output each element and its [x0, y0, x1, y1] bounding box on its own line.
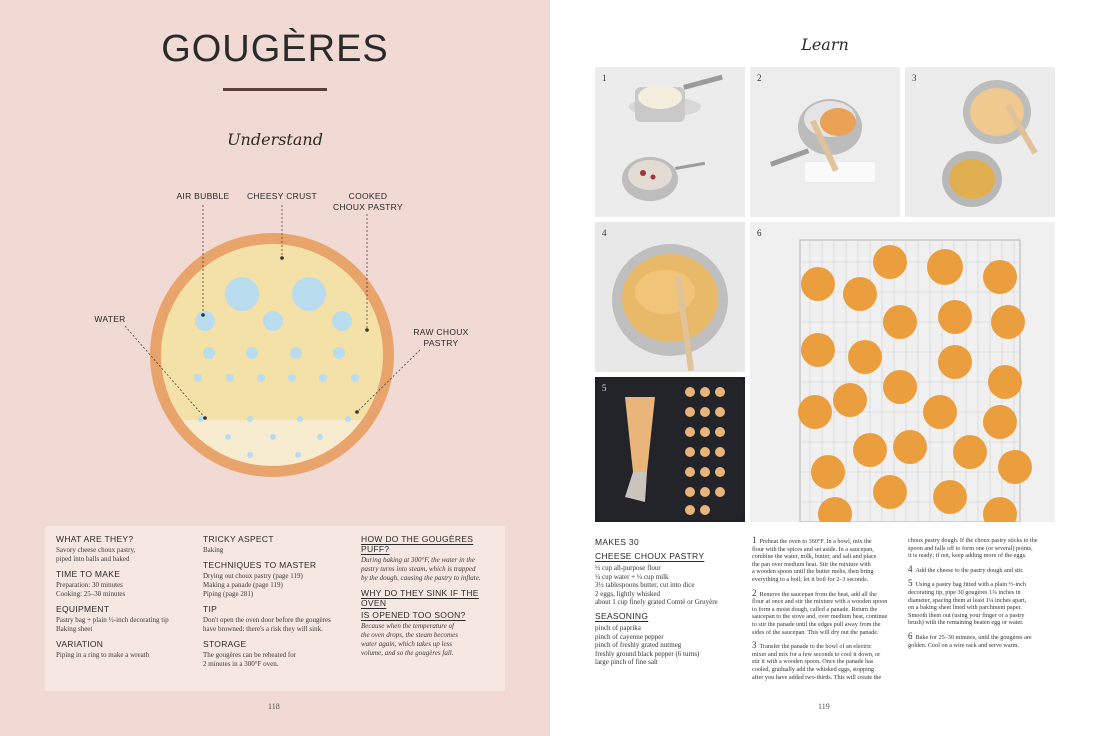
- step-4-text: 4 Add the cheese to the pastry dough and stir.: [908, 563, 1024, 574]
- understand-heading: Understand: [227, 130, 323, 149]
- right-page: [550, 0, 1100, 736]
- step-3-text: 3 Transfer the panade to the bowl of an electric mixer and mix for a few seconds to cool it down, or stir it with a wooden spoon. Once the panade has cooled, gradually add the whisked eggs, stopping after you have added two-thirds. This will create the: [752, 640, 882, 681]
- step-2-text: 2 Remove the saucepan from the heat, add all the flour at once and stir the mixture with a wooden spoon to form a moist dough, called a panade. Return the saucepan to the stove and, over medium heat, continue to stir the panade until the edges pull away from the sides of the saucepan. This will dry out the panade.: [752, 587, 888, 636]
- ingredient-item: ½ cup all-purpose flour: [595, 564, 661, 572]
- label-water: WATER: [94, 314, 126, 324]
- piped-gougeres-tray-image: [595, 377, 745, 522]
- step-photo-1: [595, 67, 745, 217]
- ingredient-item: 2 eggs, lightly whisked: [595, 589, 660, 598]
- info-column-2: [203, 534, 353, 674]
- step-photo-3: [905, 67, 1055, 217]
- step-6-text: 6 Bake for 25–30 minutes, until the gougères are golden. Cool on a wire rack and serve warm.: [908, 630, 1032, 649]
- label-air-bubble: AIR BUBBLE: [176, 191, 230, 201]
- page-title: GOUGÈRES: [161, 28, 389, 70]
- step-3-continued-text: choux pastry dough. If the choux pastry sticks to the spoon and falls off to form one (or several) points, it is ready; if not, keep adding more of the eggs.: [908, 537, 1038, 560]
- steps-column-1: [752, 537, 902, 687]
- tip-heading: TIP: [203, 604, 218, 614]
- step-1-text: 1 Preheat the oven to 360°F. In a bowl, mix the flour with the spices and set aside. In a saucepan, combine the water, milk, butter, and salt and place the pan over medium heat. Stir the mixture with a wooden spoon until the butter melts, then bring everything to a boil; let it boil for 2–3 seconds.: [752, 535, 877, 583]
- label-cooked-choux-line-2: CHOUX PASTRY: [333, 202, 403, 212]
- storage-heading: STORAGE: [203, 639, 247, 649]
- variation-heading: VARIATION: [56, 639, 104, 649]
- seasoning-item: pinch of paprika: [595, 623, 641, 632]
- sink-heading-line-1: WHY DO THEY SINK IF THE OVEN: [361, 588, 479, 608]
- techniques-heading: TECHNIQUES TO MASTER: [203, 560, 317, 570]
- pastry-heading: CHEESE CHOUX PASTRY: [595, 551, 705, 561]
- step-number-3: 3: [912, 73, 917, 83]
- what-heading: WHAT ARE THEY?: [56, 534, 134, 544]
- ingredient-item: about 1 cup finely grated Comté or Gruyère: [595, 598, 718, 607]
- time-text: Preparation: 30 minutes Cooking: 25–30 minutes: [56, 581, 126, 598]
- tricky-text: Baking: [203, 546, 224, 554]
- info-column-3: [361, 534, 501, 663]
- step-number-2: 2: [757, 73, 762, 83]
- step-number-5: 5: [602, 383, 607, 393]
- learn-heading: Learn: [801, 35, 849, 54]
- mixing-eggs-image: [905, 67, 1055, 217]
- seasoning-item: pinch of freshly grated nutmeg: [595, 641, 682, 650]
- what-text: Savory cheese choux pastry, piped into balls and baked: [56, 546, 136, 563]
- page-number-right: 119: [818, 702, 830, 711]
- info-column-1: [56, 534, 196, 665]
- techniques-text: Drying out choux pastry (page 119) Making a panade (page 119) Piping (page 281): [203, 572, 303, 598]
- equipment-text: Pastry bag + plain ½-inch decorating tip Baking sheet: [56, 616, 169, 633]
- recipe-ingredients: [595, 537, 745, 667]
- step-photo-4: [595, 222, 745, 372]
- panade-saucepan-image: [750, 67, 900, 217]
- step-photo-5: [595, 377, 745, 522]
- puff-text: During baking at 300°F, the water in the pastry turns into steam, which is trapped by the dough, causing the pastry to inflate.: [361, 556, 481, 582]
- puff-heading: HOW DO THE GOUGÈRES PUFF?: [361, 534, 474, 554]
- steps-column-2: [908, 537, 1058, 655]
- tip-text: Don't open the oven door before the gougères have browned: there's a risk they will sink.: [203, 616, 331, 633]
- cheese-dough-bowl-image: [595, 222, 745, 372]
- sink-heading-line-2: IS OPENED TOO SOON?: [361, 610, 466, 620]
- baked-gougeres-rack-image: [750, 222, 1055, 522]
- makes-heading: MAKES 30: [595, 537, 639, 547]
- step-5-text: 5 Using a pastry bag fitted with a plain ½-inch decorating tip, pipe 30 gougères 1¼ inches in diameter, spacing them at least 1¼ inches apart, on a baking sheet lined with parchment paper. Smooth them out (using your finger or a pastry brush) with the remaining beaten egg or water.: [908, 578, 1027, 627]
- step-number-6: 6: [757, 228, 762, 238]
- step-number-4: 4: [602, 228, 607, 238]
- label-cheesy-crust: CHEESY CRUST: [246, 191, 318, 201]
- step-photo-6: [750, 222, 1055, 522]
- seasoning-item: pinch of cayenne pepper: [595, 632, 664, 641]
- gougere-cross-section-diagram: [0, 0, 550, 520]
- tricky-heading: TRICKY ASPECT: [203, 534, 274, 544]
- seasoning-item: large pinch of fine salt: [595, 658, 658, 667]
- time-heading: TIME TO MAKE: [56, 569, 121, 579]
- info-box: [45, 526, 505, 691]
- saucepan-milk-image: [595, 67, 745, 217]
- seasoning-heading: SEASONING: [595, 610, 649, 621]
- equipment-heading: EQUIPMENT: [56, 604, 110, 614]
- storage-text: The gougères can be reheated for 2 minutes in a 300°F oven.: [203, 651, 297, 668]
- step-photo-2: [750, 67, 900, 217]
- step-number-1: 1: [602, 73, 607, 83]
- sink-text: Because when the temperature of the oven drops, the steam becomes water again, which takes up less volume, and so the gougères fall.: [361, 622, 458, 657]
- label-cooked-choux-line-1: COOKED: [348, 191, 388, 201]
- label-raw-choux-line-2: PASTRY: [423, 338, 459, 348]
- ingredient-item: 3½ tablespoons butter, cut into dice: [595, 581, 695, 590]
- seasoning-item: freshly ground black pepper (6 turns): [595, 649, 700, 658]
- page-number-left: 118: [268, 702, 280, 711]
- ingredient-item: ¼ cup water + ¼ cup milk: [595, 572, 669, 581]
- variation-text: Piping in a ring to make a wreath: [56, 651, 150, 659]
- label-raw-choux-line-1: RAW CHOUX: [413, 327, 469, 337]
